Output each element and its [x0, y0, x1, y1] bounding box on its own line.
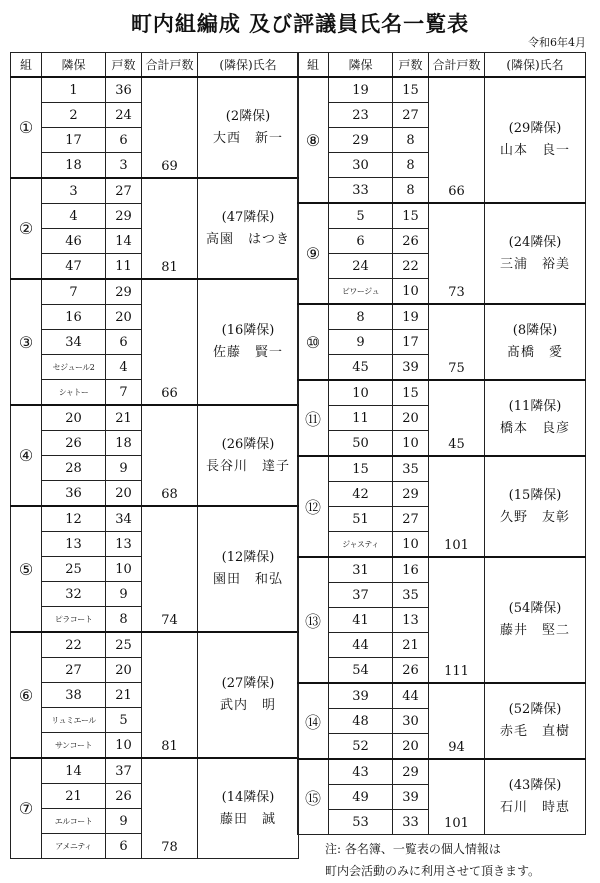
- table-row: [11, 77, 299, 103]
- households-cell: 10: [393, 279, 429, 305]
- table-row: [11, 178, 299, 204]
- rinpo-cell: 12: [42, 506, 106, 532]
- kumi-group: [298, 77, 586, 203]
- total-households-cell: 94: [429, 683, 485, 759]
- delegate-name: 園田 和弘: [212, 572, 283, 587]
- rinpo-cell: 33: [329, 178, 393, 204]
- header-delegate-name: (隣保)氏名: [198, 53, 299, 78]
- households-cell: 37: [106, 758, 142, 784]
- kumi-number: ⑤: [11, 506, 42, 632]
- delegate-rinpo: (54隣保): [508, 601, 562, 616]
- delegate-cell: [485, 304, 586, 380]
- households-cell: 27: [393, 507, 429, 532]
- households-cell: 25: [106, 632, 142, 658]
- kumi-number: ⑭: [298, 683, 329, 759]
- households-cell: 36: [106, 77, 142, 103]
- delegate-name: 武内 明: [219, 698, 276, 713]
- table-row: [298, 203, 586, 229]
- delegate-rinpo: (11隣保): [508, 399, 562, 414]
- total-households-cell: 81: [142, 178, 198, 279]
- households-cell: 20: [393, 406, 429, 431]
- rinpo-cell: ジャスティ: [329, 532, 393, 558]
- table-row: [298, 456, 586, 482]
- kumi-number: ③: [11, 279, 42, 405]
- kumi-group: [298, 683, 586, 759]
- delegate-rinpo: (27隣保): [221, 676, 275, 691]
- left-header-row: [11, 53, 299, 78]
- rinpo-cell: セジュール2: [42, 355, 106, 380]
- rinpo-cell: 11: [329, 406, 393, 431]
- rinpo-cell: サンコート: [42, 733, 106, 759]
- households-cell: 26: [393, 658, 429, 684]
- households-cell: 26: [106, 784, 142, 809]
- rinpo-cell: 14: [42, 758, 106, 784]
- households-cell: 9: [106, 456, 142, 481]
- rinpo-cell: 37: [329, 583, 393, 608]
- delegate-rinpo: (24隣保): [508, 234, 562, 250]
- delegate-rinpo: (15隣保): [508, 487, 562, 503]
- rinpo-cell: 20: [42, 405, 106, 431]
- privacy-note-line-1: 注: 各名簿、一覧表の個人情報は: [325, 842, 501, 856]
- total-households-cell: 69: [142, 77, 198, 178]
- kumi-group: [298, 203, 586, 304]
- households-cell: 8: [393, 153, 429, 178]
- rinpo-cell: ビワージュ: [329, 279, 393, 305]
- header-kumi: 組: [11, 53, 42, 78]
- total-households-cell: 111: [429, 557, 485, 683]
- table-row: [298, 759, 586, 785]
- kumi-group: [11, 632, 299, 758]
- table-row: [11, 758, 299, 784]
- households-cell: 20: [393, 734, 429, 760]
- total-households-cell: 68: [142, 405, 198, 506]
- delegate-name: 髙橋 愛: [506, 345, 563, 360]
- total-households-cell: 73: [429, 203, 485, 304]
- kumi-number: ⑬: [298, 557, 329, 683]
- households-cell: 10: [106, 557, 142, 582]
- total-households-cell: 75: [429, 304, 485, 380]
- kumi-number: ④: [11, 405, 42, 506]
- rinpo-cell: 45: [329, 355, 393, 381]
- rinpo-cell: 47: [42, 254, 106, 280]
- delegate-cell: [485, 203, 586, 304]
- rinpo-cell: 41: [329, 608, 393, 633]
- table-row: [11, 506, 299, 532]
- households-cell: 9: [106, 809, 142, 834]
- table-row: [11, 405, 299, 431]
- rinpo-cell: 36: [42, 481, 106, 507]
- delegate-cell: [198, 178, 299, 279]
- delegate-cell: [485, 557, 586, 683]
- kumi-group: [11, 405, 299, 506]
- rinpo-cell: 43: [329, 759, 393, 785]
- delegate-rinpo: (47隣保): [221, 209, 275, 225]
- rinpo-cell: 9: [329, 330, 393, 355]
- rinpo-cell: 27: [42, 658, 106, 683]
- privacy-note-line-2: 町内会活動のみに利用させて頂きます。: [325, 864, 541, 878]
- rinpo-cell: エルコート: [42, 809, 106, 834]
- delegate-name: 石川 時恵: [499, 800, 570, 815]
- right-roster-table: [297, 52, 586, 835]
- rinpo-cell: 3: [42, 178, 106, 204]
- households-cell: 20: [106, 658, 142, 683]
- households-cell: 15: [393, 77, 429, 103]
- table-row: [298, 380, 586, 406]
- rinpo-cell: 2: [42, 103, 106, 128]
- households-cell: 8: [393, 178, 429, 204]
- rinpo-cell: 16: [42, 305, 106, 330]
- header-delegate-name: (隣保)氏名: [485, 53, 586, 78]
- households-cell: 10: [393, 431, 429, 457]
- rinpo-cell: 21: [42, 784, 106, 809]
- kumi-group: [298, 557, 586, 683]
- header-households: 戸数: [106, 53, 142, 78]
- rinpo-cell: 54: [329, 658, 393, 684]
- rinpo-cell: 34: [42, 330, 106, 355]
- households-cell: 30: [393, 709, 429, 734]
- households-cell: 24: [106, 103, 142, 128]
- rinpo-cell: 51: [329, 507, 393, 532]
- households-cell: 29: [393, 482, 429, 507]
- rinpo-cell: 10: [329, 380, 393, 406]
- households-cell: 11: [106, 254, 142, 280]
- table-row: [298, 557, 586, 583]
- table-row: [298, 77, 586, 103]
- delegate-name: 藤井 堅二: [499, 623, 570, 638]
- table-row: [298, 683, 586, 709]
- households-cell: 27: [106, 178, 142, 204]
- rinpo-cell: 26: [42, 431, 106, 456]
- total-households-cell: 66: [142, 279, 198, 405]
- kumi-number: ①: [11, 77, 42, 178]
- rinpo-cell: 42: [329, 482, 393, 507]
- right-header-row: [298, 53, 586, 78]
- total-households-cell: 45: [429, 380, 485, 456]
- rinpo-cell: 25: [42, 557, 106, 582]
- households-cell: 9: [106, 582, 142, 607]
- kumi-number: ②: [11, 178, 42, 279]
- total-households-cell: 74: [142, 506, 198, 632]
- kumi-number: ⑩: [298, 304, 329, 380]
- kumi-number: ⑥: [11, 632, 42, 758]
- rinpo-cell: 4: [42, 204, 106, 229]
- kumi-group: [11, 178, 299, 279]
- households-cell: 21: [106, 683, 142, 708]
- households-cell: 6: [106, 330, 142, 355]
- households-cell: 13: [106, 532, 142, 557]
- households-cell: 6: [106, 834, 142, 859]
- households-cell: 29: [106, 279, 142, 305]
- rinpo-cell: 24: [329, 254, 393, 279]
- table-row: [11, 279, 299, 305]
- delegate-rinpo: (8隣保): [512, 323, 558, 338]
- header-rinpo: 隣保: [329, 53, 393, 78]
- delegate-name: 高園 はつき: [205, 231, 290, 247]
- households-cell: 3: [106, 153, 142, 179]
- rinpo-cell: 32: [42, 582, 106, 607]
- issue-date: 令和6年4月: [528, 36, 586, 49]
- rinpo-cell: 22: [42, 632, 106, 658]
- rinpo-cell: 13: [42, 532, 106, 557]
- households-cell: 35: [393, 456, 429, 482]
- delegate-name: 山本 良一: [499, 143, 570, 158]
- rinpo-cell: 44: [329, 633, 393, 658]
- delegate-name: 久野 友彰: [499, 509, 570, 525]
- households-cell: 21: [393, 633, 429, 658]
- delegate-rinpo: (26隣保): [221, 436, 275, 452]
- rinpo-cell: アメニティ: [42, 834, 106, 859]
- rinpo-cell: 19: [329, 77, 393, 103]
- rinpo-cell: 5: [329, 203, 393, 229]
- total-households-cell: 66: [429, 77, 485, 203]
- rinpo-cell: 48: [329, 709, 393, 734]
- kumi-group: [298, 456, 586, 557]
- households-cell: 35: [393, 583, 429, 608]
- delegate-cell: [485, 77, 586, 203]
- header-households: 戸数: [393, 53, 429, 78]
- households-cell: 27: [393, 103, 429, 128]
- rinpo-cell: シャトー: [42, 380, 106, 406]
- households-cell: 29: [106, 204, 142, 229]
- delegate-cell: [485, 759, 586, 835]
- delegate-cell: [198, 506, 299, 632]
- rinpo-cell: 29: [329, 128, 393, 153]
- households-cell: 6: [106, 128, 142, 153]
- delegate-name: 佐藤 賢一: [212, 345, 283, 360]
- households-cell: 29: [393, 759, 429, 785]
- kumi-group: [298, 380, 586, 456]
- delegate-cell: [198, 77, 299, 178]
- rinpo-cell: 50: [329, 431, 393, 457]
- households-cell: 44: [393, 683, 429, 709]
- rinpo-cell: 31: [329, 557, 393, 583]
- kumi-group: [11, 758, 299, 859]
- households-cell: 26: [393, 229, 429, 254]
- delegate-cell: [198, 632, 299, 758]
- delegate-rinpo: (16隣保): [221, 323, 275, 338]
- delegate-name: 長谷川 達子: [205, 458, 290, 474]
- delegate-rinpo: (12隣保): [221, 550, 275, 565]
- kumi-number: ⑨: [298, 203, 329, 304]
- rinpo-cell: 38: [42, 683, 106, 708]
- total-households-cell: 101: [429, 759, 485, 835]
- rinpo-cell: 15: [329, 456, 393, 482]
- rinpo-cell: 18: [42, 153, 106, 179]
- kumi-number: ⑫: [298, 456, 329, 557]
- households-cell: 7: [106, 380, 142, 406]
- header-kumi: 組: [298, 53, 329, 78]
- households-cell: 17: [393, 330, 429, 355]
- delegate-name: 赤毛 直樹: [499, 724, 570, 739]
- households-cell: 10: [106, 733, 142, 759]
- households-cell: 13: [393, 608, 429, 633]
- rinpo-cell: 7: [42, 279, 106, 305]
- kumi-group: [11, 506, 299, 632]
- total-households-cell: 81: [142, 632, 198, 758]
- households-cell: 14: [106, 229, 142, 254]
- kumi-group: [298, 759, 586, 835]
- delegate-cell: [485, 683, 586, 759]
- households-cell: 33: [393, 810, 429, 835]
- rinpo-cell: 23: [329, 103, 393, 128]
- delegate-rinpo: (14隣保): [221, 789, 275, 805]
- delegate-rinpo: (2隣保): [225, 108, 271, 124]
- kumi-group: [298, 304, 586, 380]
- kumi-number: ⑧: [298, 77, 329, 203]
- rinpo-cell: 30: [329, 153, 393, 178]
- households-cell: 8: [393, 128, 429, 153]
- households-cell: 20: [106, 305, 142, 330]
- rinpo-cell: 52: [329, 734, 393, 760]
- kumi-number: ⑮: [298, 759, 329, 835]
- households-cell: 20: [106, 481, 142, 507]
- rinpo-cell: 6: [329, 229, 393, 254]
- table-row: [11, 632, 299, 658]
- total-households-cell: 101: [429, 456, 485, 557]
- households-cell: 39: [393, 355, 429, 381]
- households-cell: 19: [393, 304, 429, 330]
- left-roster-table: [10, 52, 299, 859]
- rinpo-cell: ピラコート: [42, 607, 106, 633]
- households-cell: 10: [393, 532, 429, 558]
- households-cell: 34: [106, 506, 142, 532]
- delegate-cell: [198, 279, 299, 405]
- delegate-name: 大西 新一: [212, 130, 283, 146]
- table-row: [298, 304, 586, 330]
- households-cell: 18: [106, 431, 142, 456]
- rinpo-cell: 46: [42, 229, 106, 254]
- kumi-group: [11, 77, 299, 178]
- delegate-name: 三浦 裕美: [499, 256, 570, 272]
- delegate-cell: [485, 456, 586, 557]
- households-cell: 15: [393, 380, 429, 406]
- households-cell: 5: [106, 708, 142, 733]
- households-cell: 8: [106, 607, 142, 633]
- households-cell: 16: [393, 557, 429, 583]
- delegate-name: 藤田 誠: [219, 811, 276, 827]
- rinpo-cell: 17: [42, 128, 106, 153]
- rinpo-cell: 8: [329, 304, 393, 330]
- header-rinpo: 隣保: [42, 53, 106, 78]
- delegate-cell: [198, 405, 299, 506]
- households-cell: 22: [393, 254, 429, 279]
- header-total-households: 合計戸数: [429, 53, 485, 78]
- delegate-rinpo: (29隣保): [508, 121, 562, 136]
- rinpo-cell: 28: [42, 456, 106, 481]
- header-total-households: 合計戸数: [142, 53, 198, 78]
- kumi-number: ⑦: [11, 758, 42, 859]
- rinpo-cell: リュミエール: [42, 708, 106, 733]
- privacy-note: [325, 838, 540, 882]
- rinpo-cell: 53: [329, 810, 393, 835]
- page-title: 町内組編成 及び評議員氏名一覧表: [130, 11, 470, 36]
- delegate-cell: [485, 380, 586, 456]
- delegate-cell: [198, 758, 299, 859]
- total-households-cell: 78: [142, 758, 198, 859]
- households-cell: 4: [106, 355, 142, 380]
- households-cell: 15: [393, 203, 429, 229]
- rinpo-cell: 49: [329, 785, 393, 810]
- rinpo-cell: 39: [329, 683, 393, 709]
- households-cell: 39: [393, 785, 429, 810]
- kumi-group: [11, 279, 299, 405]
- delegate-name: 橋本 良彦: [499, 421, 570, 436]
- households-cell: 21: [106, 405, 142, 431]
- rinpo-cell: 1: [42, 77, 106, 103]
- delegate-rinpo: (43隣保): [508, 778, 562, 793]
- delegate-rinpo: (52隣保): [508, 702, 562, 717]
- kumi-number: ⑪: [298, 380, 329, 456]
